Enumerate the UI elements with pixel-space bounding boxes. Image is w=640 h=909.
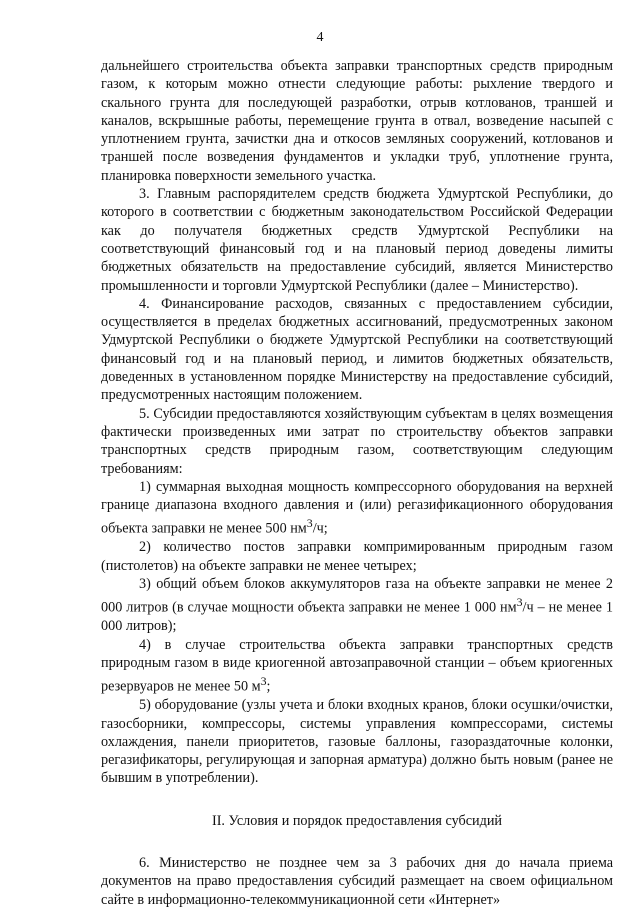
requirement-3-tail: /ч – не менее 1 000 литров); <box>101 600 613 635</box>
requirement-4 <box>101 636 613 697</box>
requirement-4-text: 4) в случае строительства объекта заправки транспортных средств природным газом в виде криогенной автозаправочной станции – объем криогенных резервуаров не менее 50 м <box>101 636 613 695</box>
requirement-1-tail: /ч; <box>312 521 328 538</box>
paragraph-4: 4. Финансирование расходов, связанных с предоставлением субсидии, осуществляется в пределах бюджетных ассигнований, предусмотренных законом Удмуртской Республики о бюджете Удмуртской Республики на соответствующий финансовый год и на плановый период, и лимитов бюджетных обязательств, доведенных в установленном порядке Министерству на предоставление субсидий, предусмотренных настоящим положением. <box>101 295 613 404</box>
paragraph-6: 6. Министерство не позднее чем за 3 рабочих дня до начала приема документов на право предоставления субсидий размещает на своем официальном сайте в информационно-телекоммуникационной сети «Интернет» <box>101 855 613 908</box>
page-number: 4 <box>316 30 324 45</box>
requirement-1-text: 1) суммарная выходная мощность компрессорного оборудования на верхней границе диапазона входного давления и (или) регазификационного оборудования объекта заправки не менее 500 нм <box>101 478 613 538</box>
requirement-3 <box>101 575 613 636</box>
requirement-3-text: 3) общий объем блоков аккумуляторов газа на объекте заправки не менее 2 000 литров (в случае мощности объекта заправки не менее 1 000 нм <box>101 576 613 617</box>
requirement-1-superscript: 3 <box>306 516 313 531</box>
requirement-1 <box>101 478 613 539</box>
requirement-4-tail: ; <box>266 679 271 695</box>
document-body <box>101 57 613 909</box>
paragraph-continuation: дальнейшего строительства объекта заправки транспортных средств природным газом, к которым можно отнести следующие работы: рыхление твердого и скального грунта для последующей разработки, отрыв котлованов, траншей и каналов, вскрышные работы, перемещение грунта в отвал, возведение насыпей с уплотнением грунта, зачистки дна и откосов земляных сооружений, котлованов и траншей после возведения фундаментов и укладки труб, уплотнение грунта, планировка поверхности земельного участка. <box>101 58 613 184</box>
requirement-2: 2) количество постов заправки компримированным природным газом (пистолетов) на объекте заправки не менее четырех; <box>101 539 613 574</box>
requirement-5: 5) оборудование (узлы учета и блоки входных кранов, блоки осушки/очистки, газосборники, компрессоры, системы управления компрессорами, системы охлаждения, панели приоритетов, газовые баллоны, газораздаточные колонки, регазификаторы, регулирующая и запорная арматура) должно быть новым (ранее не бывшим в употреблении). <box>101 697 613 787</box>
requirement-3-superscript: 3 <box>516 595 523 610</box>
section-heading: II. Условия и порядок предоставления субсидий <box>211 812 503 829</box>
paragraph-5: 5. Субсидии предоставляются хозяйствующим субъектам в целях возмещения фактически произведенных ими затрат по строительству объектов заправки транспортных средств природным газом, соответствующим следующим требованиям: <box>101 405 613 477</box>
requirement-4-superscript: 3 <box>260 674 267 689</box>
paragraph-3: 3. Главным распорядителем средств бюджета Удмуртской Республики, до которого в соответствии с бюджетным законодательством Российской Федерации как до получателя бюджетных средств Удмуртской Республики на соответствующий финансовый год и на плановый период доведены лимиты бюджетных обязательств на предоставление субсидий, является Министерство промышленности и торговли Удмуртской Республики (далее – Министерство). <box>101 186 613 294</box>
